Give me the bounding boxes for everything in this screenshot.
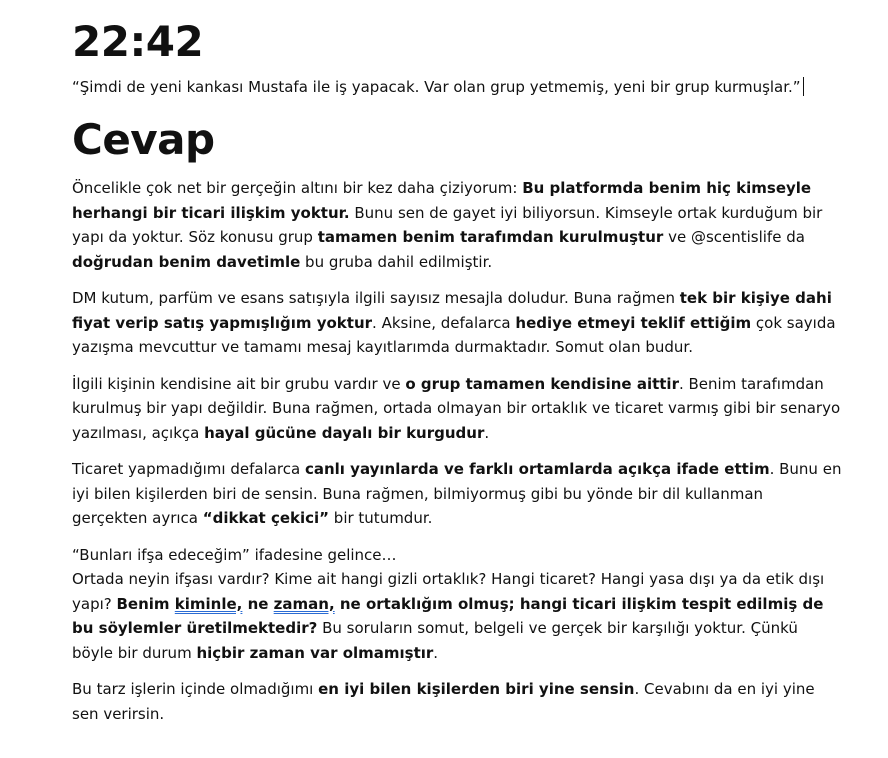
p3-text-a: İlgili kişinin kendisine ait bir grubu vardır ve xyxy=(72,374,406,393)
time-heading: 22:42 xyxy=(72,17,204,66)
p5-text-c: Bu soruların somut, belgeli ve gerçek bir karşılığı yoktur. Çünkü böyle bir durum xyxy=(72,619,798,662)
p1-bold-2: tamamen benim tarafımdan kurulmuştur xyxy=(317,228,664,246)
p1-text-a: Öncelikle çok net bir gerçeğin altını bir kez daha çiziyorum: xyxy=(72,179,523,197)
p3-text-d: . xyxy=(484,423,490,442)
paragraph-5 xyxy=(72,543,842,666)
p3-text-c: . Benim tarafımdan kurulmuş bir yapı değildir. Buna rağmen, ortada olmayan bir ortaklık ve ticaret varmış gibi bir senaryo yazılması, açıkça xyxy=(72,374,841,442)
paragraph-1 xyxy=(72,176,842,274)
quote-line xyxy=(72,76,842,98)
p5-text-a: Ortada neyin ifşası vardır? Kime ait hangi gizli ortaklık? Hangi ticaret? Hangi yasa dışı ya da etik dışı yapı? xyxy=(72,570,825,613)
section-heading: Cevap xyxy=(72,115,215,164)
p2-bold-1: tek bir kişiye dahi fiyat verip satış yapmışlığım yoktur xyxy=(72,289,832,332)
p4-bold-2: “dikkat çekici” xyxy=(202,509,330,527)
paragraph-6 xyxy=(72,677,842,726)
p4-text-c: . Bunu en iyi bilen kişilerden biri de sensin. Buna rağmen, bilmiyormuş gibi bu yönde bir dil kullanman gerçekten ayrıca xyxy=(72,460,842,527)
spellcheck-word-kiminle[interactable]: kiminle, xyxy=(174,594,243,613)
p2-text-a: DM kutum, parfüm ve esans satışıyla ilgili sayısız mesajla doludur. Buna rağmen xyxy=(72,289,680,307)
document-body[interactable] xyxy=(72,14,842,726)
p2-bold-2: hediye etmeyi teklif ettiğim xyxy=(515,313,752,332)
p5-bold-1-start: Benim xyxy=(116,594,175,613)
p2-text-c: . Aksine, defalarca xyxy=(372,313,516,332)
p4-text-d: bir tutumdur. xyxy=(329,509,433,527)
p4-text-a: Ticaret yapmadığımı defalarca xyxy=(72,460,305,478)
spellcheck-word-zaman[interactable]: zaman, xyxy=(273,594,335,613)
p4-bold-1: canlı yayınlarda ve farklı ortamlarda açıkça ifade ettim xyxy=(304,460,770,478)
p5-bold-2: hiçbir zaman var olmamıştır xyxy=(196,643,434,662)
p3-bold-2: hayal gücüne dayalı bir kurgudur xyxy=(204,423,485,442)
p5-text-d: . xyxy=(433,643,439,662)
p5-bold-1-mid: ne xyxy=(242,594,274,613)
p6-bold-1: en iyi bilen kişilerden biri yine sensin xyxy=(318,680,635,698)
paragraph-4 xyxy=(72,457,842,531)
p2-text-d: çok sayıda yazışma mevcuttur ve tamamı mesaj kayıtlarımda durmaktadır. Somut olan budur. xyxy=(72,313,836,356)
p1-text-e: bu gruba dahil edilmiştir. xyxy=(300,252,493,271)
text-cursor xyxy=(803,77,804,96)
paragraph-2 xyxy=(72,286,842,360)
p1-text-d: ve @scentislife da xyxy=(663,228,805,246)
p3-bold-1: o grup tamamen kendisine aittir xyxy=(405,374,679,393)
p1-bold-1: Bu platformda benim hiç kimseyle herhangi bir ticari ilişkim yoktur. xyxy=(72,179,812,222)
paragraph-3 xyxy=(72,372,842,446)
p6-text-a: Bu tarz işlerin içinde olmadığımı xyxy=(72,680,319,698)
quote-text: “Şimdi de yeni kankası Mustafa ile iş yapacak. Var olan grup yetmemiş, yeni bir grup kurmuşlar.” xyxy=(72,78,801,96)
p5-line-1: “Bunları ifşa edeceğim” ifadesine gelince… xyxy=(72,545,397,564)
p6-text-c: . Cevabını da en iyi yine sen verirsin. xyxy=(72,680,815,723)
p5-bold-1-end: ne ortaklığım olmuş; hangi ticari ilişkim tespit edilmiş de bu söylemler üretilmektedir? xyxy=(72,594,824,637)
p1-bold-3: doğrudan benim davetimle xyxy=(72,252,301,271)
p1-text-c: Bunu sen de gayet iyi biliyorsun. Kimseyle ortak kurduğum bir yapı da yoktur. Söz konusu grup xyxy=(72,203,823,246)
